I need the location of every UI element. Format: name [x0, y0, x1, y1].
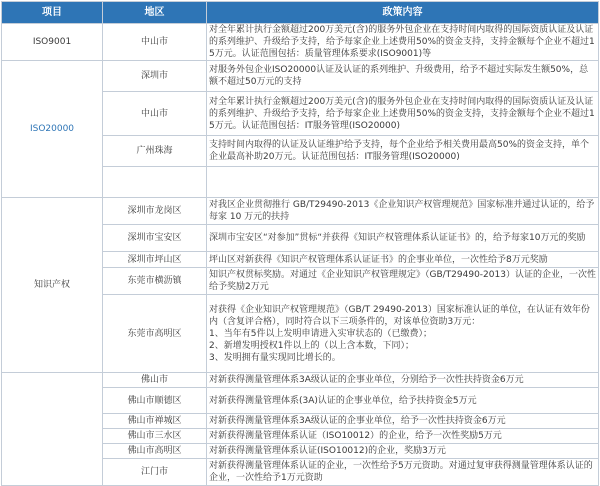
region-cell: 深圳市宝安区 — [103, 225, 207, 252]
item-cell: ISO20000 — [2, 61, 103, 198]
region-cell: 佛山市禅城区 — [103, 414, 207, 429]
policy-cell: 对全年累计执行金额超过200万美元(含)的服务外包企业在支持时间内取得的国际资质认证及认证的系列维护、升级给予支持，给予每家企业上述费用50%的资金支持，支持金额每个企业不超过15万元。认证范围包括：IT服务管理(ISO20000) — [207, 92, 599, 136]
policy-cell — [207, 295, 599, 373]
region-cell: 深圳市龙岗区 — [103, 198, 207, 225]
region-cell — [103, 167, 207, 198]
region-cell: 东莞市高明区 — [103, 295, 207, 373]
policy-line: 2、新增发明授权1件以上的（以上含本数，下同）； — [209, 340, 414, 351]
table-row — [2, 198, 599, 225]
item-cell: 知识产权 — [2, 198, 103, 373]
policy-cell: 对全年累计执行金额超过200万美元(含)的服务外包企业在支持时间内取得的国际资质认证及认证的系列维护、升级给予支持，给予每家企业上述费用50%的资金支持，支持金额每个企业不超过15万元。认证范围包括：质量管理体系要求(ISO9001)等 — [207, 24, 599, 61]
policy-cell: 对新获得测量管理体系认证（ISO10012）的企业，给予一次性奖励5万元 — [207, 429, 599, 444]
table-row — [2, 373, 599, 388]
region-cell: 深圳市坪山区 — [103, 252, 207, 268]
policy-cell: 对新获得测量管理体系3A级认证的企事业单位，分别给予一次性扶持资金6万元 — [207, 373, 599, 388]
header-item: 项目 — [2, 2, 103, 24]
policy-table — [1, 1, 599, 486]
region-cell: 佛山市高明区 — [103, 444, 207, 459]
policy-cell: 对新获得测量管理体系3A级认证的企事业单位，给予一次性扶持资金6万元 — [207, 414, 599, 429]
policy-line: 对获得《企业知识产权管理规范》（GB/T 29490-2013）国家标准认证的单位，在认证有效年份内（含复评合格），同时符合以下三项条件的，对该单位资助3万元： — [209, 304, 590, 327]
policy-line: 3、发明拥有量实现同比增长的。 — [209, 352, 341, 363]
header-row — [2, 2, 599, 24]
region-cell: 中山市 — [103, 92, 207, 136]
policy-cell: 对新获得测量管理体系认证(ISO10012)的企业，奖励3万元 — [207, 444, 599, 459]
policy-cell: 对服务外包企业ISO20000认证及认证的系列维护、升级费用，给予不超过实际发生额50%，总额不超过50万元的支持 — [207, 61, 599, 92]
header-policy: 政策内容 — [207, 2, 599, 24]
item-cell: ISO9001 — [2, 24, 103, 61]
policy-cell: 坪山区对新获得《知识产权管理体系认证证书》的企事业单位，一次性给予8万元奖励 — [207, 252, 599, 268]
table-row — [2, 61, 599, 92]
region-cell: 东莞市横沥镇 — [103, 268, 207, 295]
policy-cell — [207, 167, 599, 198]
policy-cell: 深圳市宝安区“对参加”贯标“并获得《知识产权管理体系认证证书》的，给予每家10万元的奖励 — [207, 225, 599, 252]
policy-cell: 知识产权贯标奖励。对通过《企业知识产权管理规定》（GB/T29490-2013）认证的企业，一次性给予奖励2万元 — [207, 268, 599, 295]
policy-line: 1、当年有5件以上发明申请进入实审状态的（已缴费）； — [209, 328, 432, 339]
region-cell: 佛山市 — [103, 373, 207, 388]
region-cell: 佛山市三水区 — [103, 429, 207, 444]
region-cell: 佛山市顺德区 — [103, 388, 207, 414]
table-row — [2, 24, 599, 61]
region-cell: 江门市 — [103, 459, 207, 486]
region-cell: 中山市 — [103, 24, 207, 61]
item-cell — [2, 373, 103, 486]
policy-cell: 对新获得测量管理体系(3A)认证的企事业单位，给予扶持资金5万元 — [207, 388, 599, 414]
region-cell: 广州珠海 — [103, 136, 207, 167]
header-region: 地区 — [103, 2, 207, 24]
region-cell: 深圳市 — [103, 61, 207, 92]
policy-cell: 支持时间内取得的认证及认证维护给予支持，每个企业给予相关费用最高50%的资金支持，单个企业最高补助20万元。认证范围包括：IT服务管理(ISO20000) — [207, 136, 599, 167]
policy-cell: 对新获得测量管理体系认证的企业，一次性给予5万元资助。对通过复审获得测量管理体系认证的企业，一次性给予1万元资助 — [207, 459, 599, 486]
policy-cell: 对我区企业贯彻推行 GB/T29490-2013《企业知识产权管理规范》国家标准并通过认证的，给予每家 10 万元的扶持 — [207, 198, 599, 225]
